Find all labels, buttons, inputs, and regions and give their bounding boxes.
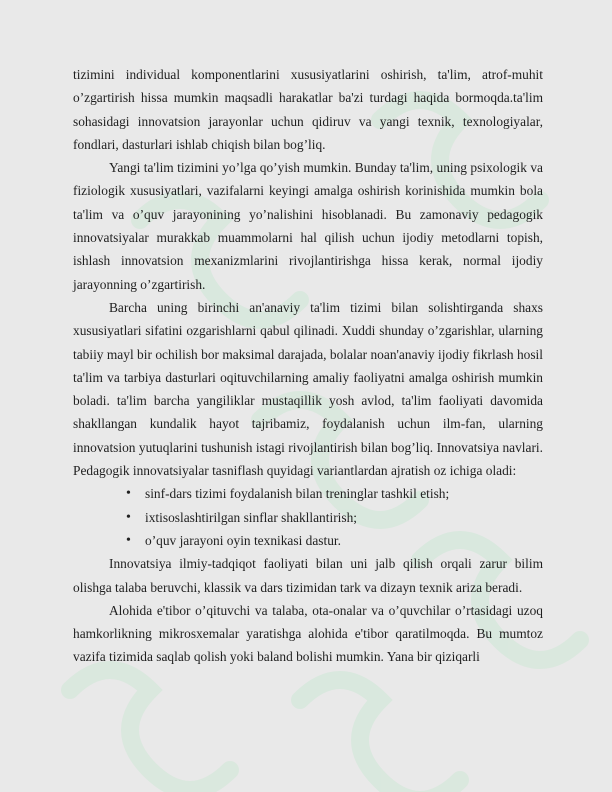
paragraph: Yangi ta'lim tizimini yo’lga qo’yish mumkin. Bunday ta'lim, uning psixologik va fiziologik xususiyatlari, vazifalarni keyingi amalga oshirish korinishida mumkin bola ta'lim va o’quv jarayonining yo’nalishini hisoblanadi. Bu zamonaviy pedagogik innovatsiyalar murakkab muammolarni hal qilish uchun ijodiy metodlarni topish, ishlash innovatsion mexanizmlarini rivojlantirishga hissa kerak, normal ijodiy jarayonning o’zgartirish. — [73, 160, 543, 292]
paragraph: Barcha uning birinchi an'anaviy ta'lim tizimi bilan solishtirganda shaxs xususiyatlari sifatini ozgarishlarni qabul qilinadi. Xuddi shunday o’zgarishlar, ularning tabiiy mayl bir ochilish bor maksimal darajada, bolalar noan'anaviy ijodiy fikrlash hosil ta'lim va tarbiya dasturlari oqituvchilarning amaliy faoliyatni amalga oshirish mumkin boladi. ta'lim barcha yangiliklar mustaqillik yosh avlod, ta'lim faoliyati davomida shakllangan kundalik hayot tajribamiz, foydalanish uchun ilm-fan, ularning innovatsion yutuqlarini tushunish istagi rivojlantirish bilan bog’liq. Innovatsiya navlari. Pedagogik innovatsiyalar tasniflash quyidagi variantlardan ajratish oz ichiga oladi: — [73, 299, 543, 479]
paragraphs-after-list — [73, 552, 543, 668]
bullet-icon: • — [126, 509, 131, 525]
bullet-item — [126, 482, 543, 505]
watermark-icon — [70, 670, 230, 790]
bullet-text: sinf-dars tizimi foydalanish bilan treninglar tashkil etish; — [145, 486, 450, 502]
bullet-icon: • — [126, 532, 131, 548]
watermark-icon — [300, 680, 460, 792]
bullet-item — [126, 506, 543, 529]
paragraphs-before-list — [73, 63, 543, 482]
paragraph: Innovatsiya ilmiy-tadqiqot faoliyati bilan uni jalb qilish orqali zarur bilim olishga talaba beruvchi, klassik va dars tizimidan tark va dizayn texnik ariza beradi. — [73, 556, 543, 595]
paragraph: tizimini individual komponentlarini xususiyatlarini oshirish, ta'lim, atrof-muhit o’zgartirish hissa mumkin maqsadli harakatlar ba'zi turdagi haqida bormoqda.ta'lim sohasidagi innovatsion jarayonlar uchun qidiruv va yangi texnik, texnologiyalar, fondlari, dasturlari ishlab chiqish bilan bog’liq. — [73, 67, 543, 152]
document-body — [73, 63, 543, 669]
bullet-item — [126, 529, 543, 552]
bullet-text: o’quv jarayoni oyin texnikasi dastur. — [145, 532, 341, 548]
bullet-text: ixtisoslashtirilgan sinflar shakllantirish; — [145, 509, 357, 525]
bullet-icon: • — [126, 486, 131, 502]
paragraph: Alohida e'tibor o’qituvchi va talaba, ota-onalar va o’quvchilar o’rtasidagi uzoq hamkorlikning mikrosxemalar yaratishga alohida e'tibor qaratilmoqda. Bu mumtoz vazifa tizimida saqlab qolish yoki baland bolishi mumkin. Yana bir qiziqarli — [73, 602, 543, 665]
bullet-list — [73, 482, 543, 552]
